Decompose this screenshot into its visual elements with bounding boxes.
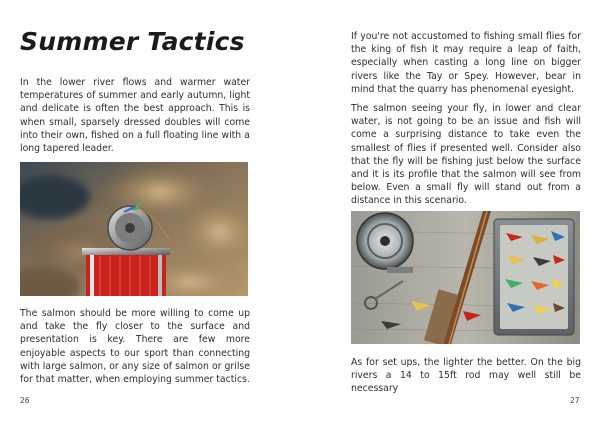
- page-number-left: 26: [20, 396, 30, 405]
- page-title: Summer Tactics: [20, 27, 245, 56]
- left-paragraph-1: In the lower river flows and warmer water temperatures of summer and early autumn, light and delicate is often the best approach. This is when small, sparsely dressed doubles will come into their own, fished on a full floating line with a long tapered leader.: [20, 77, 250, 155]
- right-paragraph-3: As for set ups, the lighter the better. On the big rivers a 14 to 15ft rod may well still be necessary: [351, 357, 581, 395]
- flies-and-reel-photo: [351, 211, 580, 344]
- page-number-right: 27: [570, 396, 580, 405]
- left-paragraph-2: The salmon should be more willing to come up and take the fly closer to the surface and presentation is key. There are few more enjoyable aspects to our sport than connecting with large salmon, or any size of salmon or grilse for that matter, when employing summer tactics.: [20, 308, 250, 386]
- right-paragraph-1: If you're not accustomed to fishing small flies for the king of fish it may require a leap of faith, especially when casting a long line on bigger rivers like the Tay or Spey. However, bear in mind that the quarry has phenomenal eyesight.: [351, 31, 581, 95]
- fly-reel-photo: [20, 162, 248, 296]
- right-page: [300, 0, 600, 423]
- right-paragraph-2: The salmon seeing your fly, in lower and clear water, is not going to be an issue and fish will come a surprising distance to take even the smallest of flies if presented well. Consider also that the fly will be fishing just below the surface and it is its profile that the salmon will see from below. Even a small fly will stand out from a distance in this scenario.: [351, 103, 581, 207]
